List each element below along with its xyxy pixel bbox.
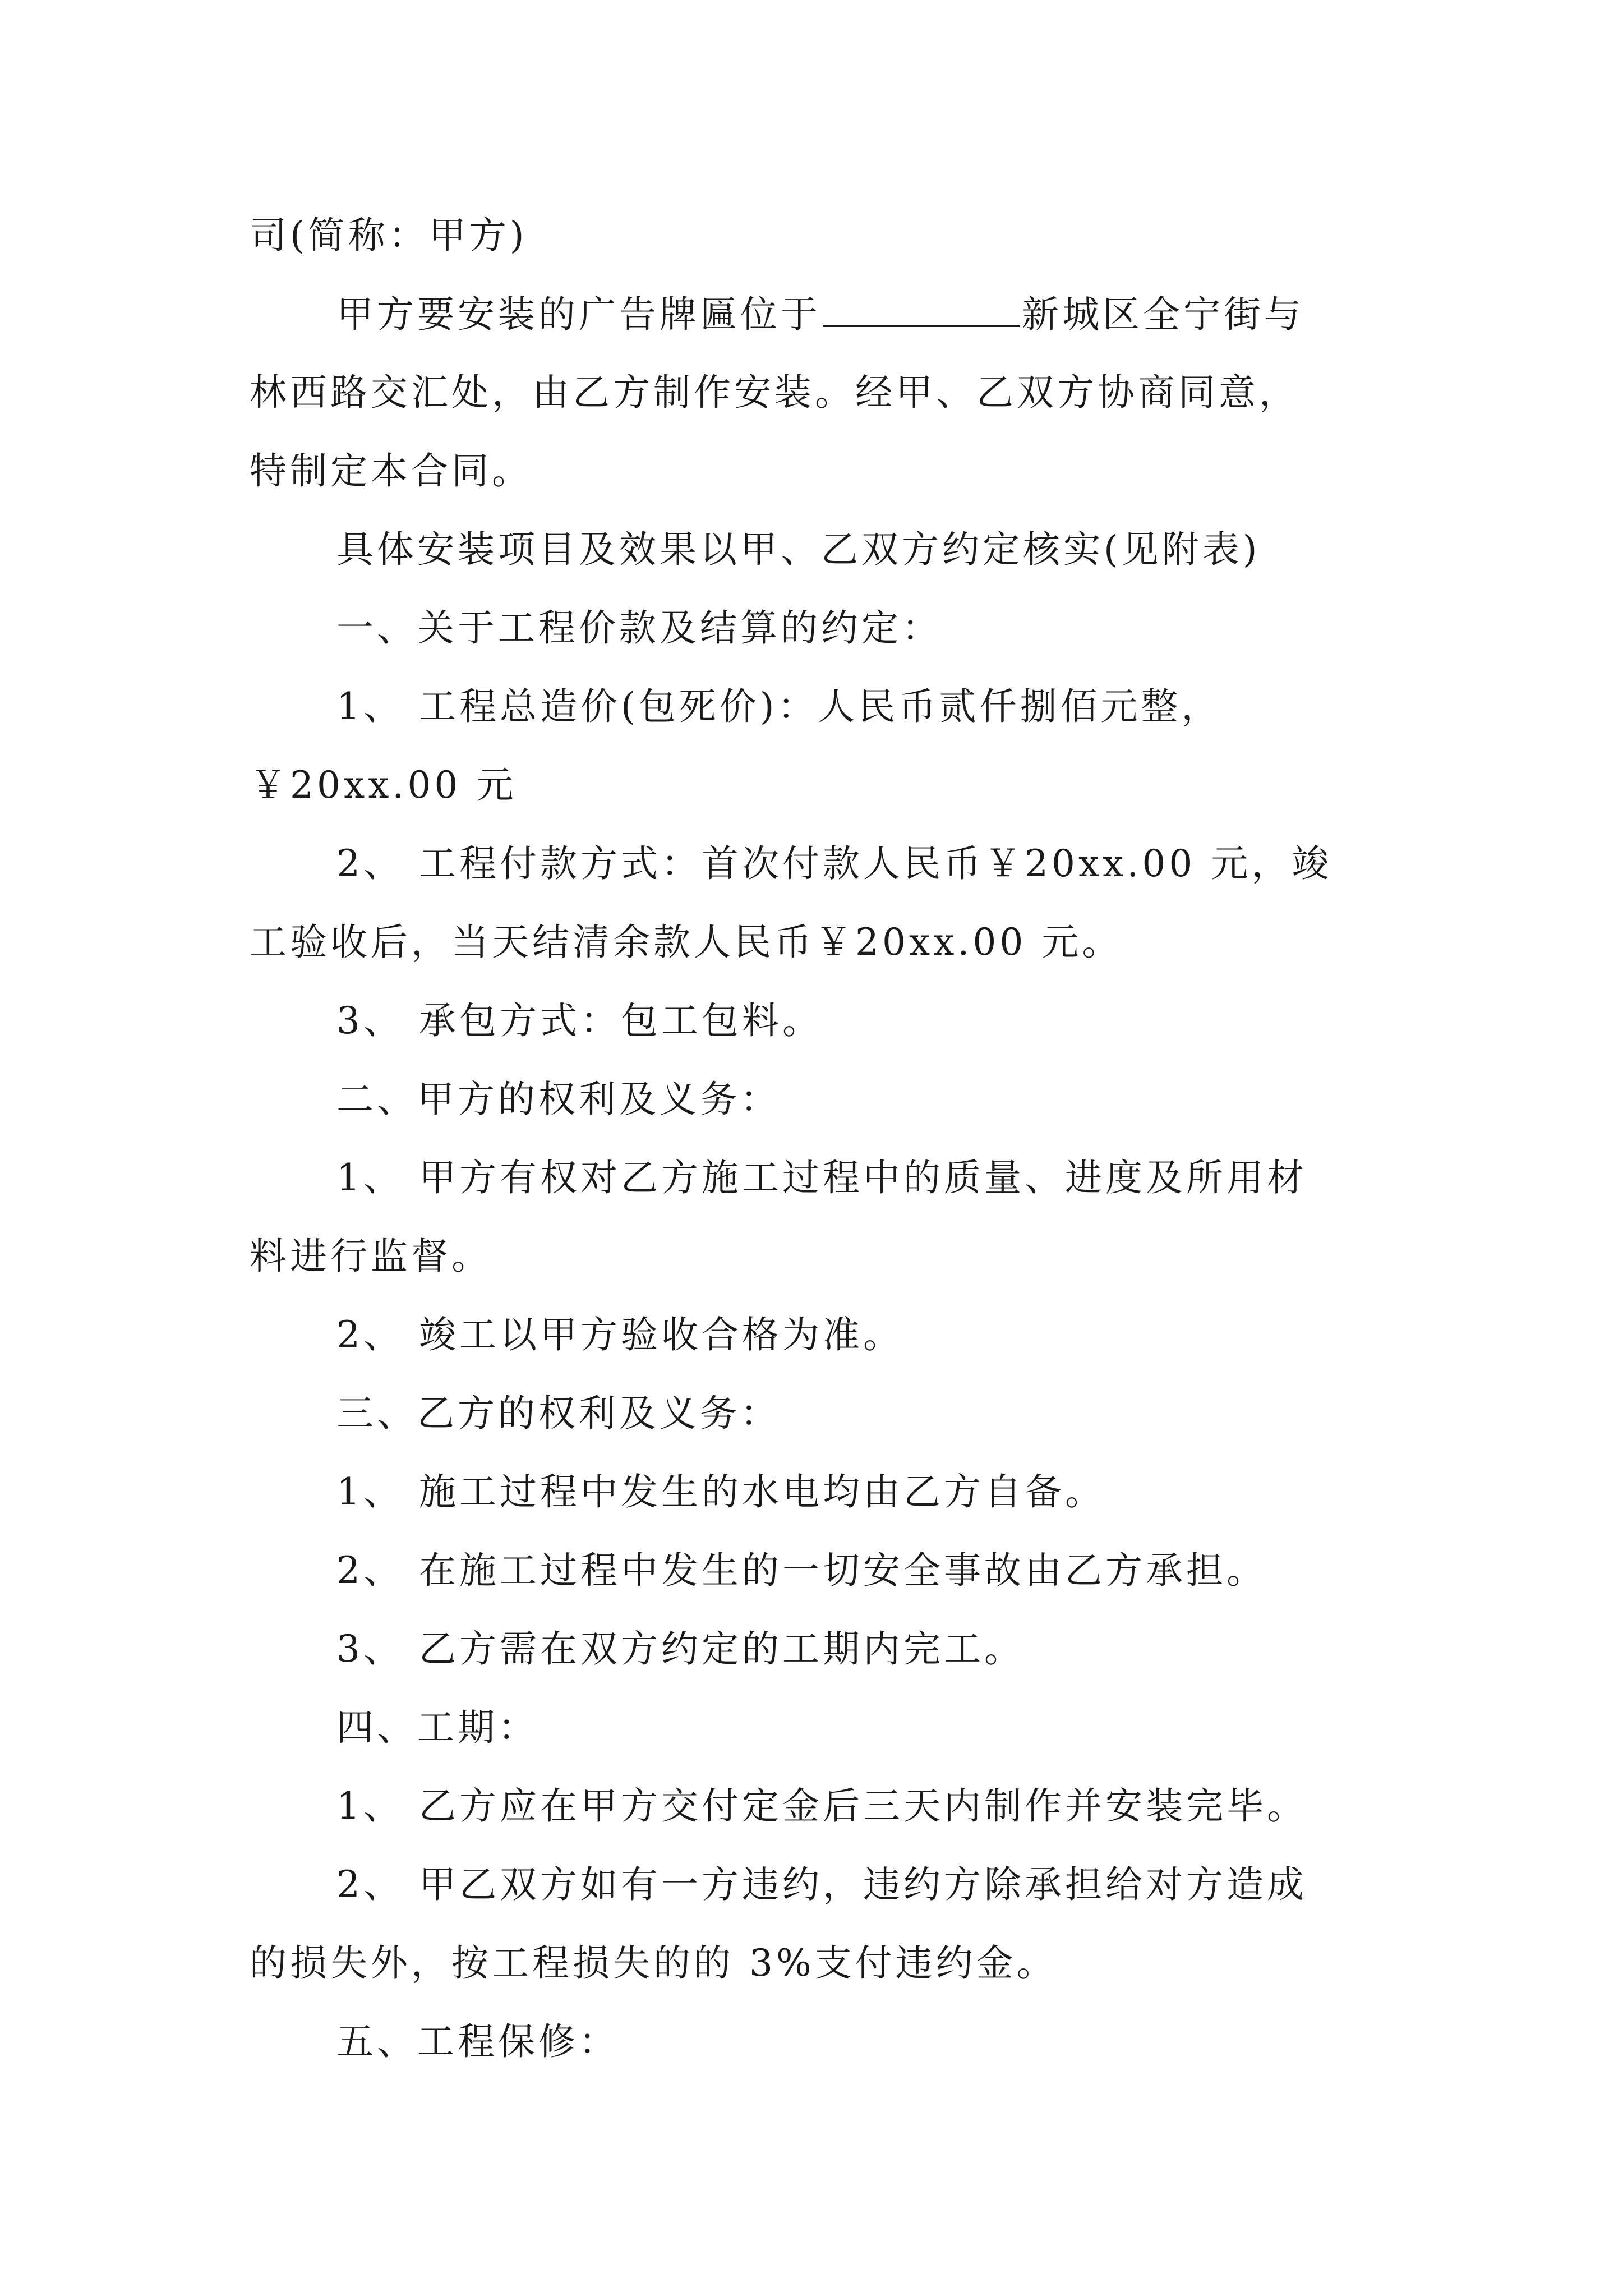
text-line-with-blank xyxy=(336,289,1304,340)
section-heading: 一、关于工程价款及结算的约定： xyxy=(336,606,942,650)
text-line: 具体安装项目及效果以甲、乙双方约定核实(见附表) xyxy=(336,528,1261,571)
fill-in-blank xyxy=(823,292,1020,327)
text-segment: 甲方要安装的广告牌匾位于 xyxy=(336,293,821,336)
text-line: 1、 施工过程中发生的水电均由乙方自备。 xyxy=(336,1470,1105,1513)
section-heading: 三、乙方的权利及义务： xyxy=(336,1392,781,1435)
text-line: 林西路交汇处，由乙方制作安装。经甲、乙双方协商同意， xyxy=(250,371,1299,414)
text-line: 3、 乙方需在双方约定的工期内完工。 xyxy=(336,1627,1025,1671)
text-line: 2、 竣工以甲方验收合格为准。 xyxy=(336,1313,903,1356)
text-line: 2、 在施工过程中发生的一切安全事故由乙方承担。 xyxy=(336,1549,1267,1592)
text-line: 工验收后，当天结清余款人民币￥20xx.00 元。 xyxy=(250,921,1123,964)
section-heading: 二、甲方的权利及义务： xyxy=(336,1078,781,1121)
section-heading: 四、工期： xyxy=(336,1706,538,1749)
text-line: 特制定本合同。 xyxy=(250,449,532,493)
text-line: ￥20xx.00 元 xyxy=(250,763,517,807)
text-line: 3、 承包方式：包工包料。 xyxy=(336,999,823,1042)
text-line: 1、 工程总造价(包死价)：人民币贰仟捌佰元整， xyxy=(336,685,1222,728)
section-heading: 五、工程保修： xyxy=(336,2020,619,2063)
text-segment: 新城区全宁街与 xyxy=(1022,293,1304,336)
text-line: 司(简称：甲方) xyxy=(250,214,528,257)
text-line: 料进行监督。 xyxy=(250,1235,492,1278)
text-line: 2、 工程付款方式：首次付款人民币￥20xx.00 元，竣 xyxy=(336,842,1332,885)
text-line: 1、 甲方有权对乙方施工过程中的质量、进度及所用材 xyxy=(336,1156,1307,1199)
text-line: 1、 乙方应在甲方交付定金后三天内制作并安装完毕。 xyxy=(336,1784,1307,1828)
text-line: 的损失外，按工程损失的的 3%支付违约金。 xyxy=(250,1941,1057,1985)
text-line: 2、 甲乙双方如有一方违约，违约方除承担给对方造成 xyxy=(336,1863,1307,1906)
